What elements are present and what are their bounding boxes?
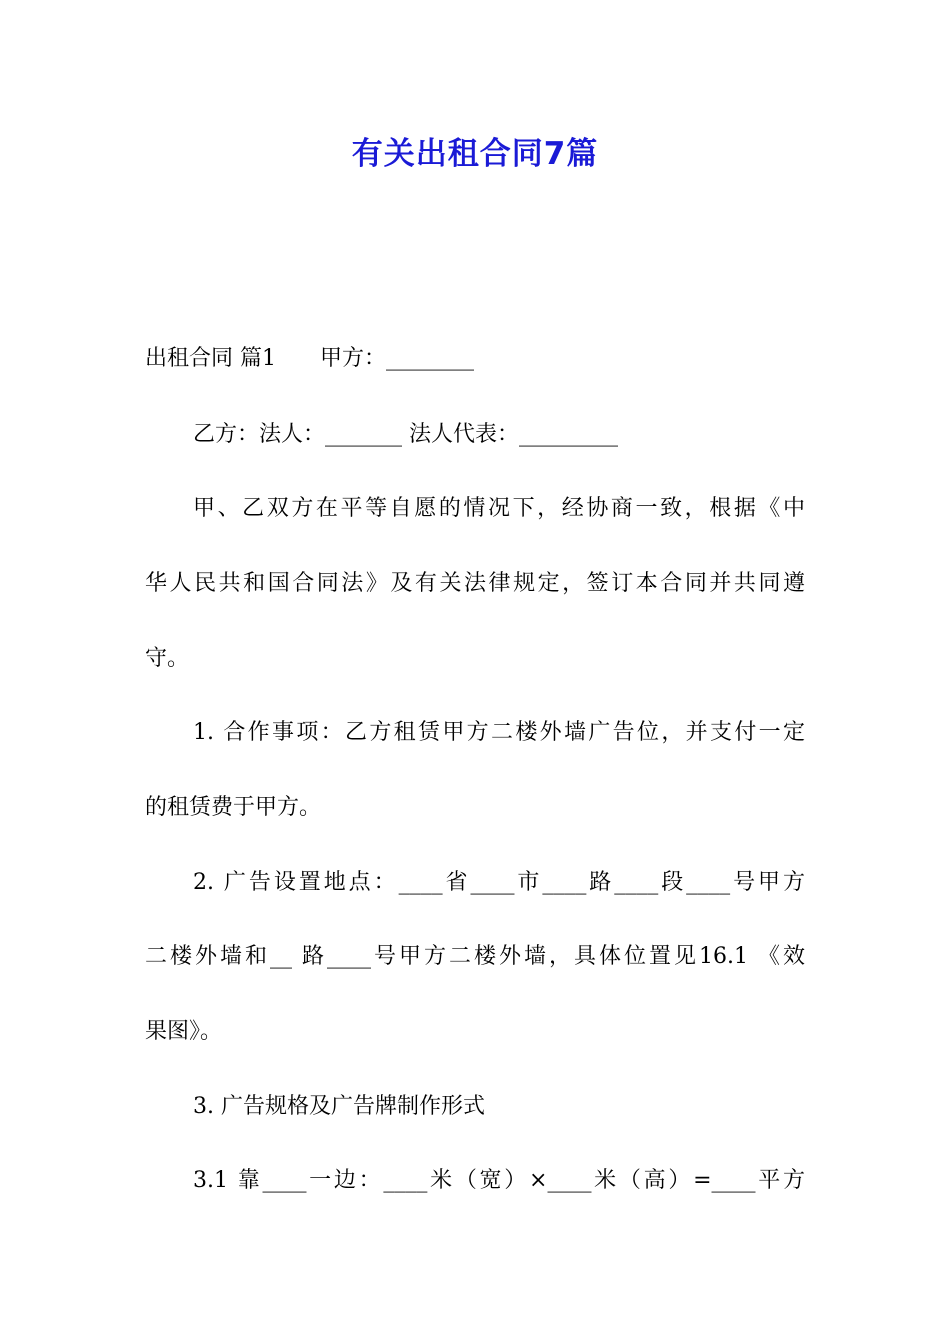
clause-2-line: 果图》。	[145, 1019, 223, 1044]
paragraph-line: 甲、乙双方在平等自愿的情况下，经协商一致，根据《中	[193, 496, 805, 521]
clause-3-1-line: 3.1 靠____一边：____米（宽）×____米（高）=____平方	[193, 1168, 805, 1193]
paragraph-line: 守。	[145, 646, 190, 671]
clause-3-line: 3. 广告规格及广告牌制作形式	[193, 1094, 485, 1119]
contract-heading-line: 出租合同 篇1 甲方：________	[145, 346, 474, 371]
party-b-line: 乙方：法人：_______ 法人代表：_________	[193, 422, 618, 447]
clause-1-line: 的租赁费于甲方。	[145, 795, 322, 820]
clause-1-line: 1. 合作事项：乙方租赁甲方二楼外墙广告位，并支付一定	[193, 720, 805, 745]
document-title: 有关出租合同7篇	[351, 136, 599, 172]
clause-2-line: 二楼外墙和__ 路____号甲方二楼外墙，具体位置见16.1 《效	[145, 944, 805, 969]
clause-2-line: 2. 广告设置地点：____省____市____路____段____号甲方	[193, 870, 805, 895]
paragraph-line: 华人民共和国合同法》及有关法律规定，签订本合同并共同遵	[145, 571, 805, 596]
